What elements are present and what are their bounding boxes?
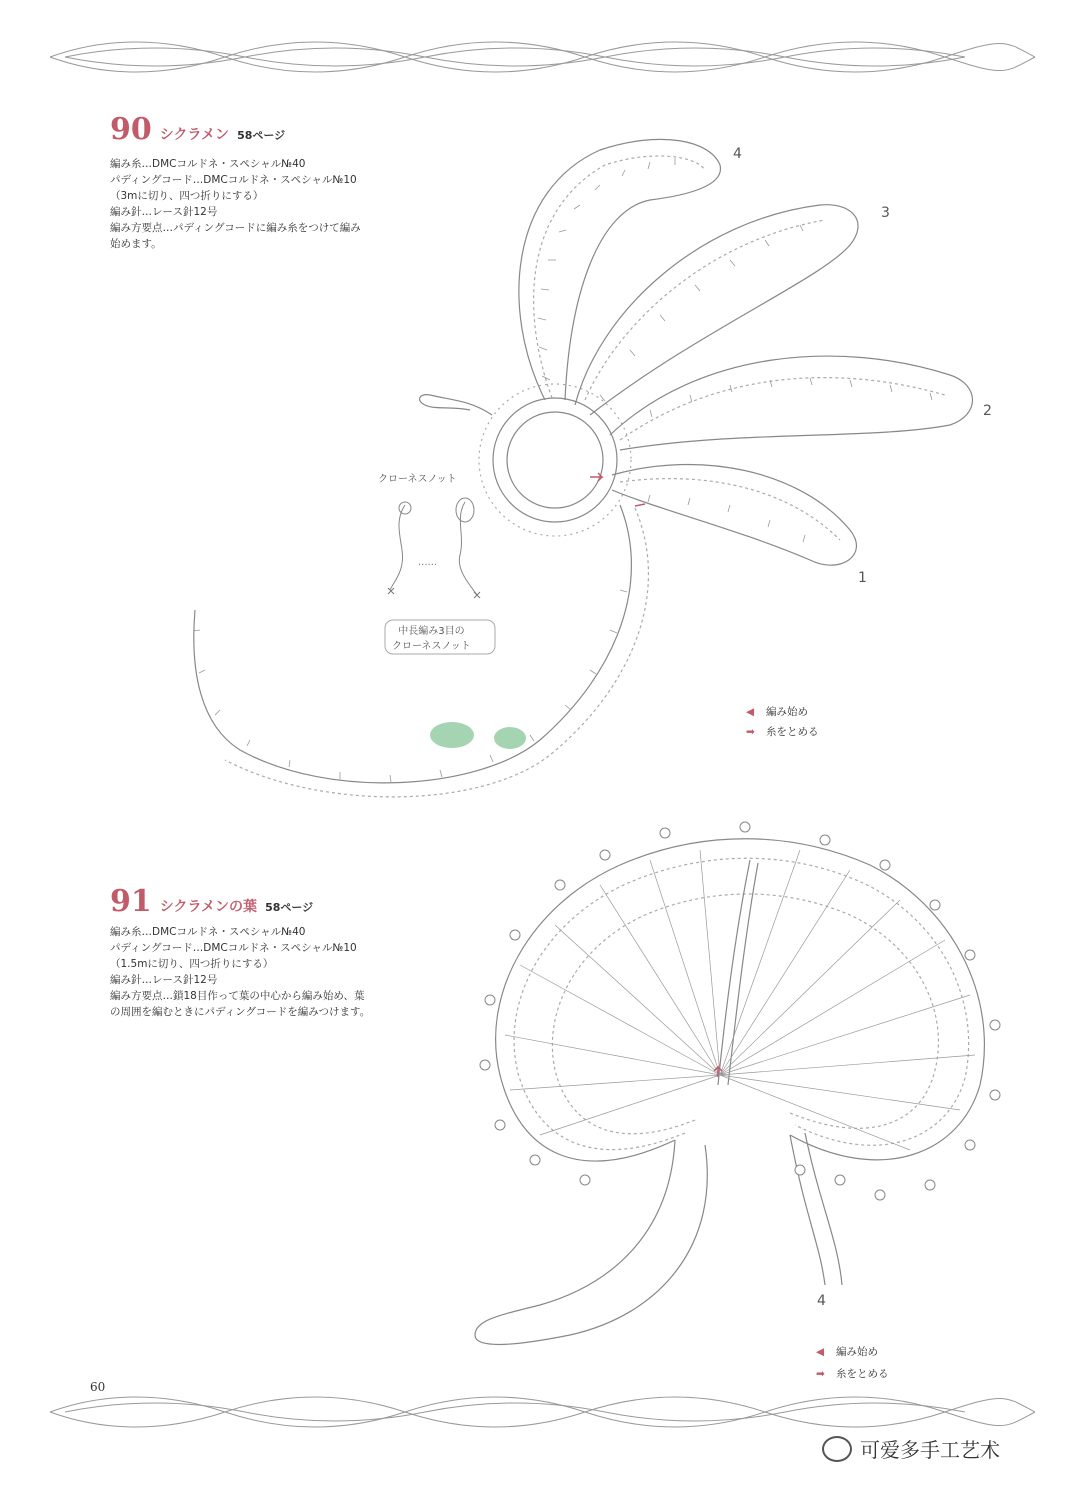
petal-4 — [519, 139, 721, 400]
spec-line: 編み糸…DMCコルドネ・スペシャル№40 — [110, 158, 306, 170]
petal-2 — [610, 356, 973, 450]
spec-line: （3mに切り、四つ折りにする） — [110, 190, 264, 202]
knot-note-line: クローネスノット — [392, 641, 471, 652]
spec-line: 編み針…レース針12号 — [110, 206, 218, 218]
spec-line: パディングコード…DMCコルドネ・スペシャル№10 — [110, 942, 357, 954]
petal-3 — [575, 205, 858, 415]
spec-line: 編み方要点…鎖18目作って葉の中心から編み始め、葉 — [110, 990, 365, 1002]
spec-line: 編み針…レース針12号 — [110, 974, 218, 986]
legend-start: ◀ 編み始め — [816, 1341, 889, 1363]
stem-number: 4 — [817, 1293, 826, 1309]
pattern-90-number: 90 — [110, 112, 152, 147]
petal-number-3: 3 — [881, 205, 890, 221]
knot-note — [392, 622, 471, 652]
watermark — [822, 1434, 1000, 1463]
pattern-91-legend — [816, 1341, 889, 1385]
legend-join: ➡ 糸をとめる — [746, 722, 819, 742]
top-ornament — [45, 35, 1040, 80]
pattern-91-header — [110, 884, 313, 919]
wechat-icon — [822, 1436, 852, 1462]
pattern-91-specs — [110, 924, 470, 1020]
pattern-91-page-ref: 58ページ — [265, 901, 314, 914]
center-ring-inner — [507, 412, 603, 508]
svg-text:......: ...... — [418, 557, 438, 568]
petal-number-2: 2 — [983, 403, 992, 419]
start-arrow-icon: ◀ — [816, 1346, 825, 1358]
pattern-90-title: シクラメン — [159, 127, 230, 143]
petal-number-4: 4 — [733, 146, 742, 162]
page-number: 60 — [90, 1380, 106, 1394]
pattern-90-legend — [746, 702, 819, 742]
leaf-diagram — [460, 815, 1020, 1375]
pattern-91-title: シクラメンの葉 — [159, 899, 258, 915]
join-arrow-icon: ➡ — [816, 1368, 825, 1380]
bottom-ornament — [45, 1390, 1040, 1435]
petal-1 — [612, 464, 856, 565]
spec-line: の周囲を編むときにパディングコードを編みつけます。 — [110, 1006, 371, 1018]
petal-number-1: 1 — [858, 570, 867, 586]
leaf-outline — [496, 839, 985, 1161]
spec-line: 編み方要点…パディングコードに編み糸をつけて編み — [110, 222, 361, 234]
spec-line: パディングコード…DMCコルドネ・スペシャル№10 — [110, 174, 357, 186]
green-leaf-decoration — [494, 727, 526, 749]
leaf-stem — [475, 1140, 707, 1344]
pattern-91-number: 91 — [110, 884, 152, 919]
legend-start: ◀ 編み始め — [746, 702, 819, 722]
start-arrow-icon: ◀ — [746, 706, 755, 718]
center-ring — [493, 398, 617, 522]
chain-loop — [420, 395, 492, 415]
pattern-90-page-ref: 58ページ — [237, 129, 286, 142]
spec-line: 始めます。 — [110, 238, 162, 250]
green-leaf-decoration — [430, 722, 474, 748]
watermark-text: 可爱多手工艺术 — [860, 1438, 1000, 1462]
spec-line: 編み糸…DMCコルドネ・スペシャル№40 — [110, 926, 306, 938]
knot-note-line: 中長編み3目の — [398, 626, 465, 637]
legend-join: ➡ 糸をとめる — [816, 1363, 889, 1385]
join-arrow-icon: ➡ — [746, 726, 755, 738]
spec-line: （1.5mに切り、四つ折りにする） — [110, 958, 274, 970]
knot-label: クローネスノット — [378, 474, 457, 485]
